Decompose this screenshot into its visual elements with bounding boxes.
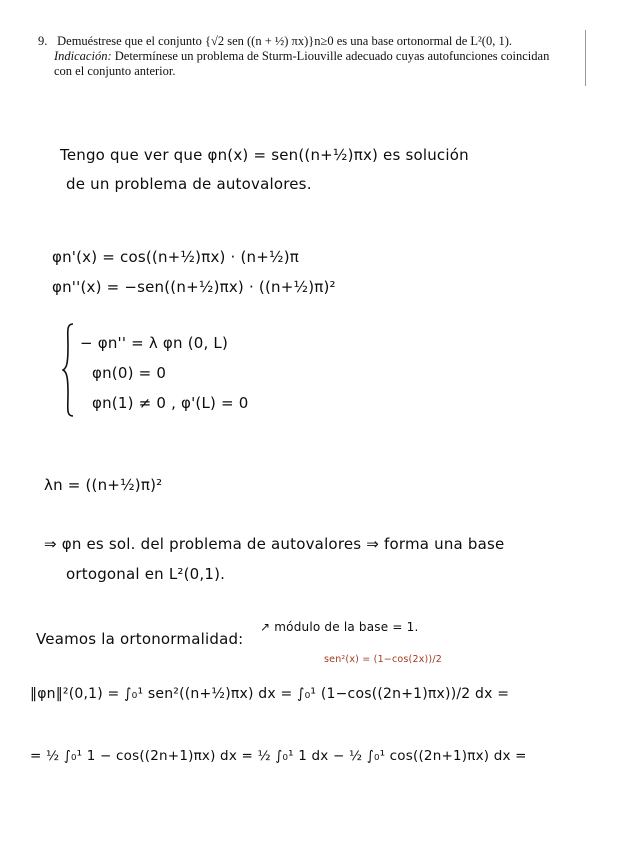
hint-text: Determínese un problema de Sturm-Liouville adecuado cuyas autofunciones coincidan xyxy=(114,49,550,63)
hw-system-bc2: φn(1) ≠ 0 , φ'(L) = 0 xyxy=(92,394,249,412)
hw-conclusion-2: ortogonal en L²(0,1). xyxy=(66,565,226,583)
hw-identity-note: sen²(x) = (1−cos(2x))/2 xyxy=(324,654,442,665)
problem-number: 9. xyxy=(38,34,48,48)
hw-line-problema: de un problema de autovalores. xyxy=(66,175,312,193)
hw-eigenvalue: λn = ((n+½)π)² xyxy=(44,476,163,494)
hw-first-derivative: φn'(x) = cos((n+½)πx) · (n+½)π xyxy=(52,248,300,266)
problem-hint xyxy=(38,49,594,64)
hint-label: Indicación: xyxy=(54,49,112,63)
hw-conclusion-1: ⇒ φn es sol. del problema de autovalores ⇒ forma una base xyxy=(44,535,505,553)
hw-second-derivative: φn''(x) = −sen((n+½)πx) · ((n+½)π)² xyxy=(52,278,336,296)
hw-norm-integral: ‖φn‖²(0,1) = ∫₀¹ sen²((n+½)πx) dx = ∫₀¹ (1−cos((2n+1)πx))/2 dx = xyxy=(30,686,510,702)
hw-line-tengo: Tengo que ver que φn(x) = sen((n+½)πx) es solución xyxy=(60,146,469,164)
hw-last-line: = ½ ∫₀¹ 1 − cos((2n+1)πx) dx = ½ ∫₀¹ 1 dx − ½ ∫₀¹ cos((2n+1)πx) dx = xyxy=(30,748,527,764)
hw-modulo-note: ↗ módulo de la base = 1. xyxy=(260,620,419,634)
problem-statement xyxy=(38,34,594,79)
problem-line-1 xyxy=(38,34,594,49)
problem-text: Demuéstrese que el conjunto {√2 sen ((n + ½) πx)}n≥0 es una base ortonormal de L²(0, 1). xyxy=(57,34,512,48)
hw-system-equation: − φn'' = λ φn (0, L) xyxy=(80,334,229,352)
problem-hint-continuation: con el conjunto anterior. xyxy=(54,64,176,78)
margin-bar xyxy=(585,30,586,86)
hw-system-bc1: φn(0) = 0 xyxy=(92,364,167,382)
system-brace xyxy=(62,322,74,418)
hw-veamos: Veamos la ortonormalidad: xyxy=(36,630,244,648)
